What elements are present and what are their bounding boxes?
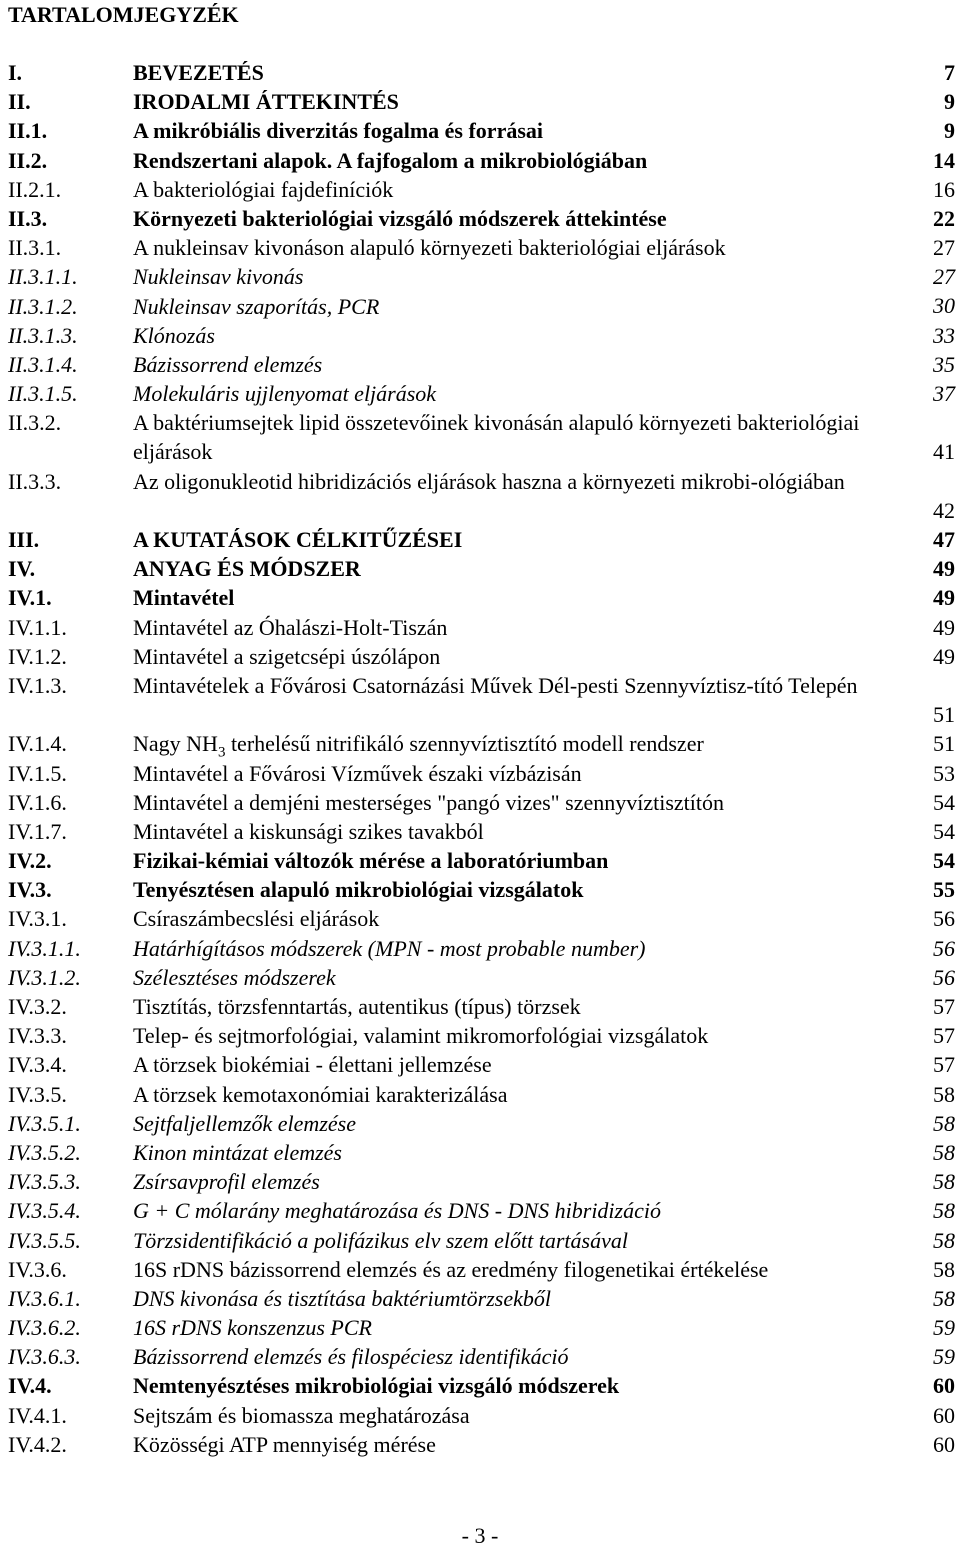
toc-entry[interactable] — [0, 1196, 960, 1225]
toc-entry[interactable] — [0, 467, 960, 525]
toc-entry-page: 56 — [933, 935, 955, 961]
toc-entry[interactable] — [0, 963, 960, 992]
toc-entry[interactable] — [0, 408, 960, 466]
toc-entry-page: 35 — [933, 351, 955, 377]
toc-entry-number: IV. — [8, 556, 36, 582]
toc-entry-page: 58 — [933, 1256, 955, 1282]
toc-entry-number: III. — [8, 527, 40, 553]
toc-entry-title-text: Tenyésztésen alapuló mikrobiológiai vizsgálatok — [133, 877, 584, 903]
toc-entry-page: 58 — [933, 1169, 955, 1195]
toc-entry-page: 57 — [933, 1023, 955, 1049]
toc-entry-title-text: Zsírsavprofil elemzés — [133, 1169, 320, 1195]
toc-entry-number: IV.3.5.4. — [8, 1198, 81, 1224]
toc-entry[interactable] — [0, 875, 960, 904]
toc-entry[interactable] — [0, 1138, 960, 1167]
toc-entry[interactable] — [0, 350, 960, 379]
toc-entry-page: 57 — [933, 1052, 955, 1078]
toc-entry[interactable] — [0, 1021, 960, 1050]
toc-entry-page: 42 — [933, 497, 955, 523]
toc-entry-title-text: Rendszertani alapok. A fajfogalom a mikrobiológiában — [133, 147, 648, 173]
toc-entry-page: 49 — [933, 556, 955, 582]
toc-entry-title-text: A mikróbiális diverzitás fogalma és forrásai — [133, 118, 544, 144]
toc-entry-title — [133, 204, 868, 233]
toc-entry-title-text: Mintavétel az Óhalászi-Holt-Tiszán — [133, 614, 448, 640]
toc-entry-number: IV.3.5.1. — [8, 1110, 81, 1136]
toc-entry[interactable] — [0, 87, 960, 116]
toc-entry-title — [133, 292, 868, 321]
toc-entry-number: II.3.1.4. — [8, 351, 78, 377]
toc-entry-number: II.3.1.5. — [8, 381, 78, 407]
toc-entry-title-text: Mintavétel a kiskunsági szikes tavakból — [133, 818, 484, 844]
toc-entry-title-text: Mintavétel a demjéni mesterséges "pangó vizes" szennyvíztisztítón — [133, 789, 725, 815]
toc-entry-number: II.3.1.2. — [8, 293, 78, 319]
toc-entry-page: 54 — [933, 818, 955, 844]
toc-entry-title-text: Klónozás — [133, 322, 215, 348]
toc-entry-number: IV.3.3. — [8, 1023, 67, 1049]
toc-entry-page: 53 — [933, 760, 955, 786]
toc-entry-page: 59 — [933, 1344, 955, 1370]
toc-entry-page: 56 — [933, 906, 955, 932]
toc-entry-title-text: G + C mólarány meghatározása és DNS - DNS hibridizáció — [133, 1198, 661, 1224]
toc-entry-number: II.3.1. — [8, 235, 62, 261]
toc-entry-title-text: 16S rDNS konszenzus PCR — [133, 1315, 372, 1341]
toc-entry-page: 51 — [933, 731, 955, 757]
toc-entry-title-text: Fizikai-kémiai változók mérése a laboratóriumban — [133, 848, 609, 874]
toc-entry-page: 49 — [933, 614, 955, 640]
toc-entry-number: IV.3. — [8, 877, 52, 903]
toc-entry-title — [133, 642, 868, 671]
toc-entry[interactable] — [0, 379, 960, 408]
toc-entry-title — [133, 87, 868, 116]
toc-entry-title — [133, 1255, 868, 1284]
toc-entry[interactable] — [0, 525, 960, 554]
toc-entry-number: IV.3.6.3. — [8, 1344, 81, 1370]
toc-entry[interactable] — [0, 613, 960, 642]
toc-entry-title-text: Határhígításos módszerek (MPN - most probable number) — [133, 935, 646, 961]
toc-entry-page: 51 — [933, 702, 955, 728]
toc-entry-title-text: Szélesztéses módszerek — [133, 964, 336, 990]
toc-entry-title — [133, 1196, 868, 1225]
toc-entry[interactable] — [0, 1050, 960, 1079]
toc-entry-number: IV.3.1.2. — [8, 964, 81, 990]
toc-entry-page: 7 — [944, 59, 955, 85]
toc-entry-title — [133, 321, 868, 350]
toc-entry-title — [133, 992, 868, 1021]
toc-entry-title-text: Kinon mintázat elemzés — [133, 1139, 342, 1165]
toc-entry-title-text: Nagy NH — [133, 731, 218, 757]
toc-entry-number: IV.4. — [8, 1373, 52, 1399]
toc-entry-page: 27 — [933, 264, 955, 290]
toc-entry-number: II.3.1.1. — [8, 264, 78, 290]
toc-entry-number: II. — [8, 89, 31, 115]
toc-entry-number: IV.3.5.2. — [8, 1139, 81, 1165]
toc-entry-title — [133, 1430, 868, 1459]
toc-entry-number: IV.3.6.1. — [8, 1285, 81, 1311]
page-title: TARTALOMJEGYZÉK — [8, 2, 239, 27]
toc-entry-number: IV.1.6. — [8, 789, 67, 815]
toc-entry-page: 9 — [944, 89, 955, 115]
toc-entry[interactable] — [0, 233, 960, 262]
toc-entry-title — [133, 233, 868, 262]
toc-entry-title — [133, 904, 868, 933]
toc-entry-title — [133, 379, 868, 408]
toc-entry-title — [133, 788, 868, 817]
toc-entry[interactable] — [0, 146, 960, 175]
toc-entry-number: IV.1.7. — [8, 818, 67, 844]
toc-entry-title — [133, 1313, 868, 1342]
toc-entry-number: II.3.3. — [8, 468, 62, 494]
toc-entry[interactable] — [0, 1342, 960, 1371]
toc-entry-number: IV.4.1. — [8, 1402, 67, 1428]
toc-entry[interactable] — [0, 1255, 960, 1284]
toc-entry-number: IV.1. — [8, 585, 52, 611]
toc-entry-title — [133, 116, 868, 145]
toc-entry-page: 47 — [933, 527, 955, 553]
toc-entry-page: 58 — [933, 1285, 955, 1311]
toc-entry-page: 22 — [933, 205, 955, 231]
toc-entry-title-text: Nukleinsav szaporítás, PCR — [133, 293, 380, 319]
toc-entry-page: 54 — [933, 789, 955, 815]
toc-entry-title — [133, 613, 868, 642]
toc-entry-title-text: A KUTATÁSOK CÉLKITŰZÉSEI — [133, 527, 463, 553]
toc-entry-title-text: A nukleinsav kivonáson alapuló környezeti bakteriológiai eljárások — [133, 235, 726, 261]
toc-entry-number: IV.3.2. — [8, 994, 67, 1020]
toc-entry-page: 60 — [933, 1373, 955, 1399]
toc-entry-number: IV.4.2. — [8, 1431, 67, 1457]
toc-entry-page: 60 — [933, 1402, 955, 1428]
toc-entry-number: II.2.1. — [8, 176, 62, 202]
toc-entry-title — [133, 467, 868, 496]
toc-entry-title-text: Mintavétel a Fővárosi Vízművek északi vízbázisán — [133, 760, 582, 786]
toc-entry-title — [133, 583, 868, 612]
toc-entry-title — [133, 1050, 868, 1079]
toc-entry-title — [133, 1342, 868, 1371]
toc-entry[interactable] — [0, 583, 960, 612]
toc-entry[interactable] — [0, 1109, 960, 1138]
toc-entry-title-text: DNS kivonása és tisztítása baktériumtörzsekből — [133, 1285, 551, 1311]
toc-entry[interactable] — [0, 1430, 960, 1459]
toc-entry[interactable] — [0, 1313, 960, 1342]
toc-entry-title-text: Bázissorrend elemzés — [133, 351, 323, 377]
toc-entry[interactable] — [0, 904, 960, 933]
toc-entry-title-text: Mintavétel a szigetcsépi úszólápon — [133, 643, 441, 669]
toc-entry-page: 56 — [933, 964, 955, 990]
toc-entry-title-text: IRODALMI ÁTTEKINTÉS — [133, 89, 399, 115]
toc-entry-title — [133, 1021, 868, 1050]
toc-entry-page: 41 — [933, 439, 955, 465]
toc-entry-number: II.2. — [8, 147, 48, 173]
toc-entry-title-text: Törzsidentifikáció a polifázikus elv szem előtt tartásával — [133, 1227, 628, 1253]
toc-entry-number: IV.1.5. — [8, 760, 67, 786]
toc-entry[interactable] — [0, 116, 960, 145]
toc-entry-number: IV.3.1.1. — [8, 935, 81, 961]
toc-entry-title-text: Nukleinsav kivonás — [133, 264, 304, 290]
toc-entry-number: IV.1.1. — [8, 614, 67, 640]
toc-entry[interactable] — [0, 1080, 960, 1109]
page-number: - 3 - — [461, 1523, 499, 1548]
toc-entry[interactable] — [0, 58, 960, 87]
toc-entry-title — [133, 408, 868, 466]
toc-entry-title-text: Sejtszám és biomassza meghatározása — [133, 1402, 470, 1428]
toc-entry[interactable] — [0, 175, 960, 204]
toc-entry-number: IV.3.1. — [8, 906, 67, 932]
toc-entry-title — [133, 934, 868, 963]
toc-entry-page: 16 — [933, 176, 955, 202]
toc-entry-title-text: A bakteriológiai fajdefiníciók — [133, 176, 394, 202]
toc-entry-title — [133, 58, 868, 87]
toc-entry[interactable] — [0, 1284, 960, 1313]
toc-entry-page: 58 — [933, 1227, 955, 1253]
toc-entry[interactable] — [0, 934, 960, 963]
toc-entry-page: 27 — [933, 235, 955, 261]
toc-entry[interactable] — [0, 1226, 960, 1255]
toc-entry-title — [133, 1138, 868, 1167]
toc-entry[interactable] — [0, 992, 960, 1021]
toc-entry-number: IV.1.3. — [8, 672, 67, 698]
toc-entry-page: 60 — [933, 1431, 955, 1457]
toc-entry[interactable] — [0, 292, 960, 321]
toc-entry-page: 30 — [933, 293, 955, 319]
toc-entry-title-text: A törzsek kemotaxonómiai karakterizálása — [133, 1081, 508, 1107]
toc-entry-title-text: Csíraszámbecslési eljárások — [133, 906, 380, 932]
toc-entry-title-text: Közösségi ATP mennyiség mérése — [133, 1431, 436, 1457]
toc-entry-title — [133, 875, 868, 904]
toc-entry-title — [133, 817, 868, 846]
toc-entry-number: I. — [8, 60, 23, 85]
toc-entry[interactable] — [0, 759, 960, 788]
toc-entry[interactable] — [0, 1401, 960, 1430]
toc-entry-title — [133, 262, 868, 291]
toc-entry-page: 58 — [933, 1110, 955, 1136]
toc-entry-page: 37 — [933, 381, 955, 407]
toc-entry[interactable] — [0, 671, 960, 729]
toc-entry[interactable] — [0, 846, 960, 875]
toc-entry-title — [133, 1226, 868, 1255]
toc-entry-title-text: BEVEZETÉS — [133, 60, 264, 85]
toc-entry-number: IV.1.4. — [8, 731, 67, 757]
toc-entry-page: 57 — [933, 994, 955, 1020]
toc-entry-number: IV.2. — [8, 848, 52, 874]
toc-entry-title-text: Az oligonukleotid hibridizációs eljárások haszna a környezeti mikrobi-ológiában — [133, 468, 845, 494]
toc-entry-number: IV.3.6.2. — [8, 1315, 81, 1341]
toc-entry-title — [133, 146, 868, 175]
toc-entry-title-text: ANYAG ÉS MÓDSZER — [133, 556, 361, 582]
toc-entry-title — [133, 1371, 868, 1400]
toc-entry-page: 49 — [933, 643, 955, 669]
toc-entry[interactable] — [0, 204, 960, 233]
toc-entry-title-text: Tisztítás, törzsfenntartás, autentikus (típus) törzsek — [133, 994, 581, 1020]
toc-entry-title — [133, 1109, 868, 1138]
toc-entry-page: 58 — [933, 1139, 955, 1165]
toc-entry-number: IV.3.5.3. — [8, 1169, 81, 1195]
toc-entry-page: 55 — [933, 877, 955, 903]
toc-entry-title — [133, 554, 868, 583]
toc-entry[interactable] — [0, 788, 960, 817]
toc-entry-page: 59 — [933, 1315, 955, 1341]
toc-entry-title — [133, 963, 868, 992]
toc-entry[interactable] — [0, 1167, 960, 1196]
toc-entry-title — [133, 759, 868, 788]
toc-entry-title-text: A baktériumsejtek lipid összetevőinek kivonásán alapuló környezeti bakteriológiai eljárások — [133, 410, 860, 465]
toc-entry[interactable] — [0, 262, 960, 291]
toc-entry-title-text: Sejtfaljellemzők elemzése — [133, 1110, 356, 1136]
toc-entry-number: II.3.2. — [8, 410, 62, 436]
toc-entry-number: IV.3.5. — [8, 1081, 67, 1107]
toc-entry-number: II.3.1.3. — [8, 322, 78, 348]
toc-entry-page: 33 — [933, 322, 955, 348]
toc-entry-page: 58 — [933, 1198, 955, 1224]
toc-entry[interactable] — [0, 554, 960, 583]
toc-entry-number: II.1. — [8, 118, 48, 144]
toc-entry-title-text: Molekuláris ujjlenyomat eljárások — [133, 381, 437, 407]
toc-entry-page: 54 — [933, 848, 955, 874]
toc-entry-subscript: 3 — [217, 744, 226, 761]
toc-entry-number: IV.1.2. — [8, 643, 67, 669]
toc-entry-title-text: Bázissorrend elemzés és filospéciesz identifikáció — [133, 1344, 569, 1370]
toc-entry[interactable] — [0, 642, 960, 671]
toc-entry-title-text: Mintavételek a Fővárosi Csatornázási Művek Dél-pesti Szennyvíztisz-tító Telepén — [133, 672, 858, 698]
toc-entry-title-text: Nemtenyésztéses mikrobiológiai vizsgáló módszerek — [133, 1373, 620, 1399]
toc-entry-title — [133, 846, 868, 875]
toc-entry-number: II.3. — [8, 205, 48, 231]
toc-entry-title-text: Környezeti bakteriológiai vizsgáló módszerek áttekintése — [133, 205, 667, 231]
toc-entry-page: 49 — [933, 585, 955, 611]
toc-entry-title-text: A törzsek biokémiai - élettani jellemzése — [133, 1052, 492, 1078]
toc-entry-title — [133, 525, 868, 554]
toc-entry-number: IV.3.6. — [8, 1256, 67, 1282]
toc-entry-title-text: 16S rDNS bázissorrend elemzés és az eredmény filogenetikai értékelése — [133, 1256, 769, 1282]
toc-entry[interactable] — [0, 817, 960, 846]
toc-entry-title-text-after: terhelésű nitrifikáló szennyvíztisztító modell rendszer — [225, 731, 704, 757]
toc-entry-title — [133, 671, 868, 700]
toc-entry-title-text: Mintavétel — [133, 585, 235, 611]
toc-entry-title — [133, 1401, 868, 1430]
toc-entry-title — [133, 1284, 868, 1313]
toc-entry[interactable] — [0, 321, 960, 350]
toc-entry-page: 9 — [944, 118, 955, 144]
toc-entry-title — [133, 1167, 868, 1196]
table-of-contents — [0, 58, 960, 1459]
toc-entry-title — [133, 175, 868, 204]
toc-entry-page: 14 — [933, 147, 955, 173]
toc-entry-title — [133, 1080, 868, 1109]
toc-entry[interactable] — [0, 1371, 960, 1400]
toc-entry-number: IV.3.4. — [8, 1052, 67, 1078]
toc-entry-page: 58 — [933, 1081, 955, 1107]
toc-entry-number: IV.3.5.5. — [8, 1227, 81, 1253]
toc-entry-title — [133, 350, 868, 379]
toc-entry[interactable] — [0, 729, 960, 761]
toc-entry-title-text: Telep- és sejtmorfológiai, valamint mikromorfológiai vizsgálatok — [133, 1023, 709, 1049]
